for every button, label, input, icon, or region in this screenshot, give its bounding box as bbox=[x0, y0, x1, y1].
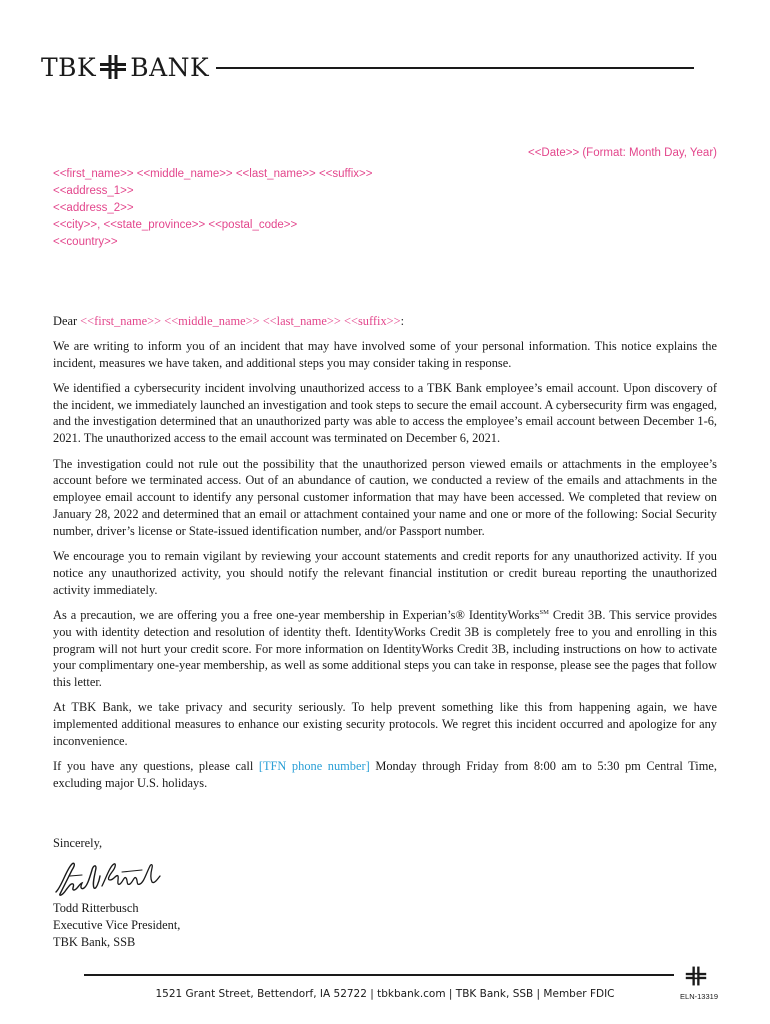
document-code: ELN-13319 bbox=[680, 992, 718, 1001]
paragraph-identityworks bbox=[53, 607, 717, 691]
paragraph-intro: We are writing to inform you of an incident that may have involved some of your personal information. This notice explains the incident, measures we have taken, and additional steps you may consider taking in response. bbox=[53, 338, 717, 370]
address-line-1: <<address_1>> bbox=[53, 185, 134, 197]
questions-text-b: Monday through Friday from 8:00 am to 5:30 pm Central Time, excluding major U.S. holidays. bbox=[53, 759, 717, 791]
letter-body bbox=[53, 313, 717, 800]
tbk-bank-logo bbox=[41, 52, 209, 82]
address-line-2: <<address_2>> bbox=[53, 202, 134, 214]
identityworks-text-a: As a precaution, we are offering you a free one-year membership in Experian’s® IdentityWorks bbox=[53, 607, 540, 622]
date-merge-field: <<Date>> (Format: Month Day, Year) bbox=[528, 147, 717, 159]
tbk-cross-mark-icon bbox=[685, 965, 707, 987]
signatory-company: TBK Bank, SSB bbox=[53, 935, 136, 949]
recipient-address bbox=[53, 166, 372, 251]
paragraph-investigation: The investigation could not rule out the possibility that the unauthorized person viewed emails or attachments in the employee’s account before we terminated access. Out of an abundance of caution, we conducted a review of the emails and attachments in the employee email account to identify any personal customer information that may have been accessed. We completed that review on January 28, 2022 and determined that an email or attachment contained your name and one or more of the following: Social Security number, driver’s license or State-issued identification number, and/or Passport number. bbox=[53, 456, 717, 538]
footer-divider bbox=[84, 974, 674, 976]
closing: Sincerely, bbox=[53, 836, 103, 850]
paragraph-questions bbox=[53, 758, 717, 792]
address-country: <<country>> bbox=[53, 236, 118, 248]
paragraph-incident: We identified a cybersecurity incident involving unauthorized access to a TBK Bank employee’s email account. Upon discovery of the incident, we immediately launched an investigation and took steps to secure the email account. A cybersecurity firm was engaged, and the investigation determined that an unauthorized party was able to access the employee’s email account between December 1-6, 2021. The unauthorized access to the email account was terminated on December 6, 2021. bbox=[53, 380, 717, 446]
header-divider bbox=[216, 67, 694, 69]
paragraph-vigilance: We encourage you to remain vigilant by reviewing your account statements and credit reports for any unauthorized activity. If you notice any unauthorized activity, you should notify the relevant financial institution or credit bureau reporting the unauthorized activity immediately. bbox=[53, 549, 717, 597]
signatory-title: Executive Vice President, bbox=[53, 918, 181, 932]
signature-image bbox=[52, 856, 164, 900]
salutation-colon: : bbox=[400, 314, 405, 328]
signature-block bbox=[53, 900, 180, 951]
phone-number-placeholder: [TFN phone number] bbox=[258, 759, 370, 774]
paragraph-privacy: At TBK Bank, we take privacy and security seriously. To help prevent something like this from happening again, we have implemented additional measures to enhance our existing security protocols. We regret this incident occurred and apologize for any inconvenience. bbox=[53, 700, 717, 749]
salutation bbox=[53, 313, 717, 330]
address-city-line: <<city>>, <<state_province>> <<postal_code>> bbox=[53, 219, 298, 231]
service-mark-sup: SM bbox=[539, 608, 549, 616]
tbk-cross-mark-icon bbox=[99, 53, 127, 81]
signatory-name: Todd Ritterbusch bbox=[53, 901, 139, 915]
questions-text-a: If you have any questions, please call bbox=[53, 759, 259, 774]
address-name-line: <<first_name>> <<middle_name>> <<last_name>> <<suffix>> bbox=[53, 168, 373, 180]
footer-address: 1521 Grant Street, Bettendorf, IA 52722 | tbkbank.com | TBK Bank, SSB | Member FDIC bbox=[155, 988, 615, 1000]
logo-text-bank: BANK bbox=[130, 52, 210, 82]
logo-text-tbk: TBK bbox=[41, 52, 97, 82]
salutation-name-merge: <<first_name>> <<middle_name>> <<last_name>> <<suffix>> bbox=[80, 314, 401, 328]
salutation-prefix: Dear bbox=[53, 314, 81, 328]
identityworks-text-b: Credit 3B. This service provides you with identity detection and resolution of identity theft. IdentityWorks Credit 3B is completely free to you and enrolling in this program will not hurt your credit score. For more information on IdentityWorks Credit 3B, including instructions on how to activate your complimentary one-year membership, as well as some additional steps you can take in response, please see the pages that follow this letter. bbox=[53, 607, 718, 690]
